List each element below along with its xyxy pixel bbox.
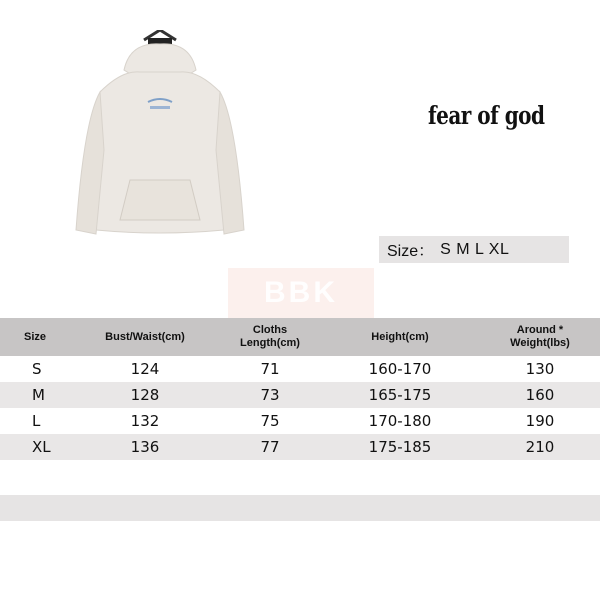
table-cell: 132	[130, 411, 160, 430]
table-row	[0, 434, 600, 460]
table-cell: 170-180	[368, 411, 432, 430]
size-summary	[379, 236, 569, 263]
table-cell: XL	[32, 437, 51, 456]
size-list: S M L XL	[440, 240, 510, 258]
table-cell: 210	[525, 437, 555, 456]
watermark: BBK	[228, 268, 374, 318]
table-header	[0, 318, 600, 356]
table-cell: 160-170	[368, 359, 432, 378]
footer-bar	[0, 495, 600, 521]
table-cell: 190	[525, 411, 555, 430]
table-cell: 130	[525, 359, 555, 378]
table-cell: 136	[130, 437, 160, 456]
table-cell: 77	[260, 437, 280, 456]
hoodie-icon	[60, 30, 260, 250]
table-cell: 73	[260, 385, 280, 404]
size-label: Size：	[387, 243, 435, 260]
table-cell: 75	[260, 411, 280, 430]
table-cell: 71	[260, 359, 280, 378]
brand-logo: fear of god	[428, 100, 545, 130]
table-cell: 175-185	[368, 437, 432, 456]
table-cell: 128	[130, 385, 160, 404]
header-bust: Bust/Waist(cm)	[105, 330, 185, 343]
header-size: Size	[24, 330, 47, 343]
size-chart-table	[0, 318, 600, 460]
table-cell: 160	[525, 385, 555, 404]
table-cell: M	[32, 385, 45, 404]
table-cell: L	[32, 411, 41, 430]
header-weight: Around * Weight(lbs)	[510, 324, 570, 349]
table-cell: S	[32, 359, 42, 378]
table-row	[0, 382, 600, 408]
table-cell: 165-175	[368, 385, 432, 404]
table-row	[0, 408, 600, 434]
table-cell: 124	[130, 359, 160, 378]
header-height: Height(cm)	[371, 330, 429, 343]
header-length: Cloths Length(cm)	[240, 324, 300, 349]
table-row	[0, 356, 600, 382]
